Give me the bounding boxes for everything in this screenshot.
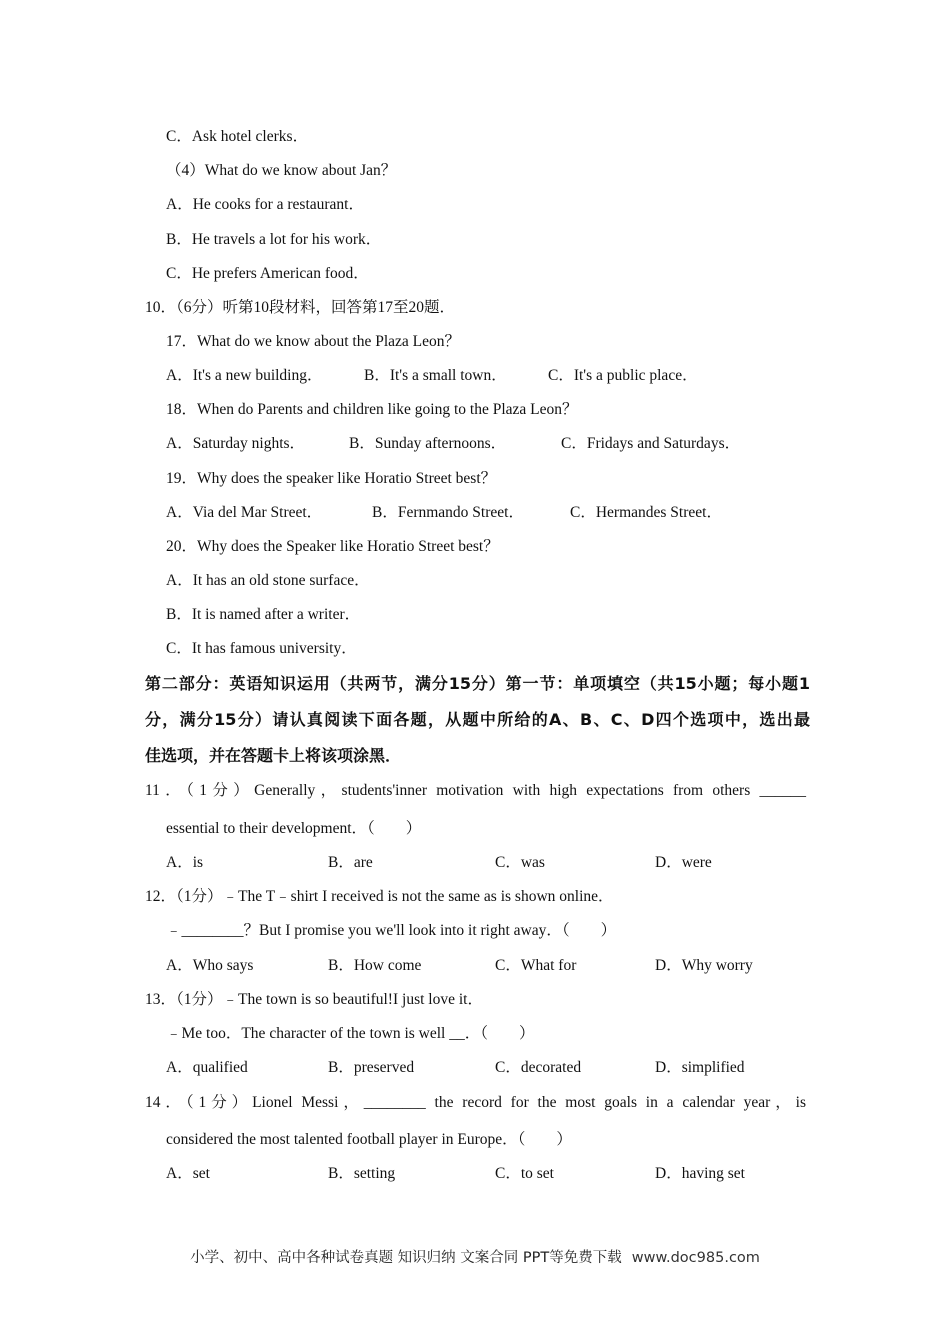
q12-stem-line1: 12．（1分）﹣The T﹣shirt I received is not the same as is shown online．	[145, 888, 614, 905]
q10-header: 10．（6分）听第10段材料，回答第17至20题．	[145, 299, 456, 316]
q9-sub4-option-b: B．He travels a lot for his work．	[166, 231, 382, 248]
footer-url[interactable]: www.doc985.com	[631, 1250, 760, 1266]
q13-option-d: D．simplified	[655, 1059, 745, 1076]
q13-option-c: C．decorated	[495, 1059, 582, 1076]
q14-stem-line2: considered the most talented football player in Europe．（ ）	[166, 1131, 572, 1148]
q9-option-c: C．Ask hotel clerks．	[166, 128, 309, 145]
q12-option-d: D．Why worry	[655, 957, 753, 974]
q14-stem-line1: 14．（1分）Lionel Messi，________ the record for the most goals in a calendar year，is	[145, 1094, 806, 1111]
q13-option-b: B．preserved	[328, 1059, 415, 1076]
q19-option-a: A．Via del Mar Street．	[166, 504, 323, 521]
q12-option-a: A．Who says	[166, 957, 254, 974]
q19-option-b: B．Fernmando Street．	[372, 504, 524, 521]
q11-stem-line2: essential to their development．（ ）	[166, 820, 422, 837]
footer-text: 小学、初中、高中各种试卷真题 知识归纳 文案合同 PPT等免费下载	[190, 1250, 622, 1266]
q9-sub4-option-c: C．He prefers American food．	[166, 265, 369, 282]
q18-option-b: B．Sunday afternoons．	[349, 435, 507, 452]
q13-option-a: A．qualified	[166, 1059, 248, 1076]
q19-option-c: C．Hermandes Street．	[570, 504, 722, 521]
q9-sub4-stem: （4）What do we know about Jan？	[166, 162, 397, 179]
q19-stem: 19．Why does the speaker like Horatio Street best？	[166, 470, 497, 487]
q12-option-c: C．What for	[495, 957, 577, 974]
q11-option-a: A．is	[166, 854, 204, 871]
q14-option-d: D．having set	[655, 1165, 745, 1182]
q18-option-a: A．Saturday nights．	[166, 435, 306, 452]
q11-option-b: B．are	[328, 854, 373, 871]
part2-heading-line3: 佳选项，并在答题卡上将该项涂黑．	[145, 746, 402, 765]
q20-option-a: A．It has an old stone surface．	[166, 572, 370, 589]
q14-option-b: B．setting	[328, 1165, 396, 1182]
q14-option-c: C．to set	[495, 1165, 554, 1182]
q18-stem: 18．When do Parents and children like going to the Plaza Leon？	[166, 401, 578, 418]
q14-option-a: A．set	[166, 1165, 210, 1182]
q17-option-c: C．It's a public place．	[548, 367, 698, 384]
q20-stem: 20．Why does the Speaker like Horatio Street best？	[166, 538, 499, 555]
q13-stem-line1: 13．（1分）﹣The town is so beautiful!I just love it．	[145, 991, 483, 1008]
q11-option-d: D．were	[655, 854, 712, 871]
q18-option-c: C．Fridays and Saturdays．	[561, 435, 741, 452]
q12-option-b: B．How come	[328, 957, 422, 974]
q20-option-b: B．It is named after a writer．	[166, 606, 361, 623]
q17-option-a: A．It's a new building．	[166, 367, 323, 384]
part2-heading-line2: 分，满分15分）请认真阅读下面各题，从题中所给的A、B、C、D四个选项中，选出最	[145, 710, 810, 729]
q13-stem-line2: ﹣Me too．The character of the town is well __．（ ）	[166, 1025, 535, 1042]
q12-stem-line2: ﹣________？But I promise you we'll look into it right away．（ ）	[166, 922, 617, 939]
q9-sub4-option-a: A．He cooks for a restaurant．	[166, 196, 364, 213]
q20-option-c: C．It has famous university．	[166, 640, 357, 657]
q11-stem-line1: 11．（1分）Generally，students'inner motivation with high expectations from others ______	[145, 782, 806, 799]
q17-stem: 17．What do we know about the Plaza Leon？	[166, 333, 460, 350]
q11-option-c: C．was	[495, 854, 545, 871]
page-footer	[0, 1246, 950, 1267]
part2-heading-line1: 第二部分：英语知识运用（共两节，满分15分）第一节：单项填空（共15小题；每小题1	[145, 674, 810, 693]
q17-option-b: B．It's a small town．	[364, 367, 507, 384]
